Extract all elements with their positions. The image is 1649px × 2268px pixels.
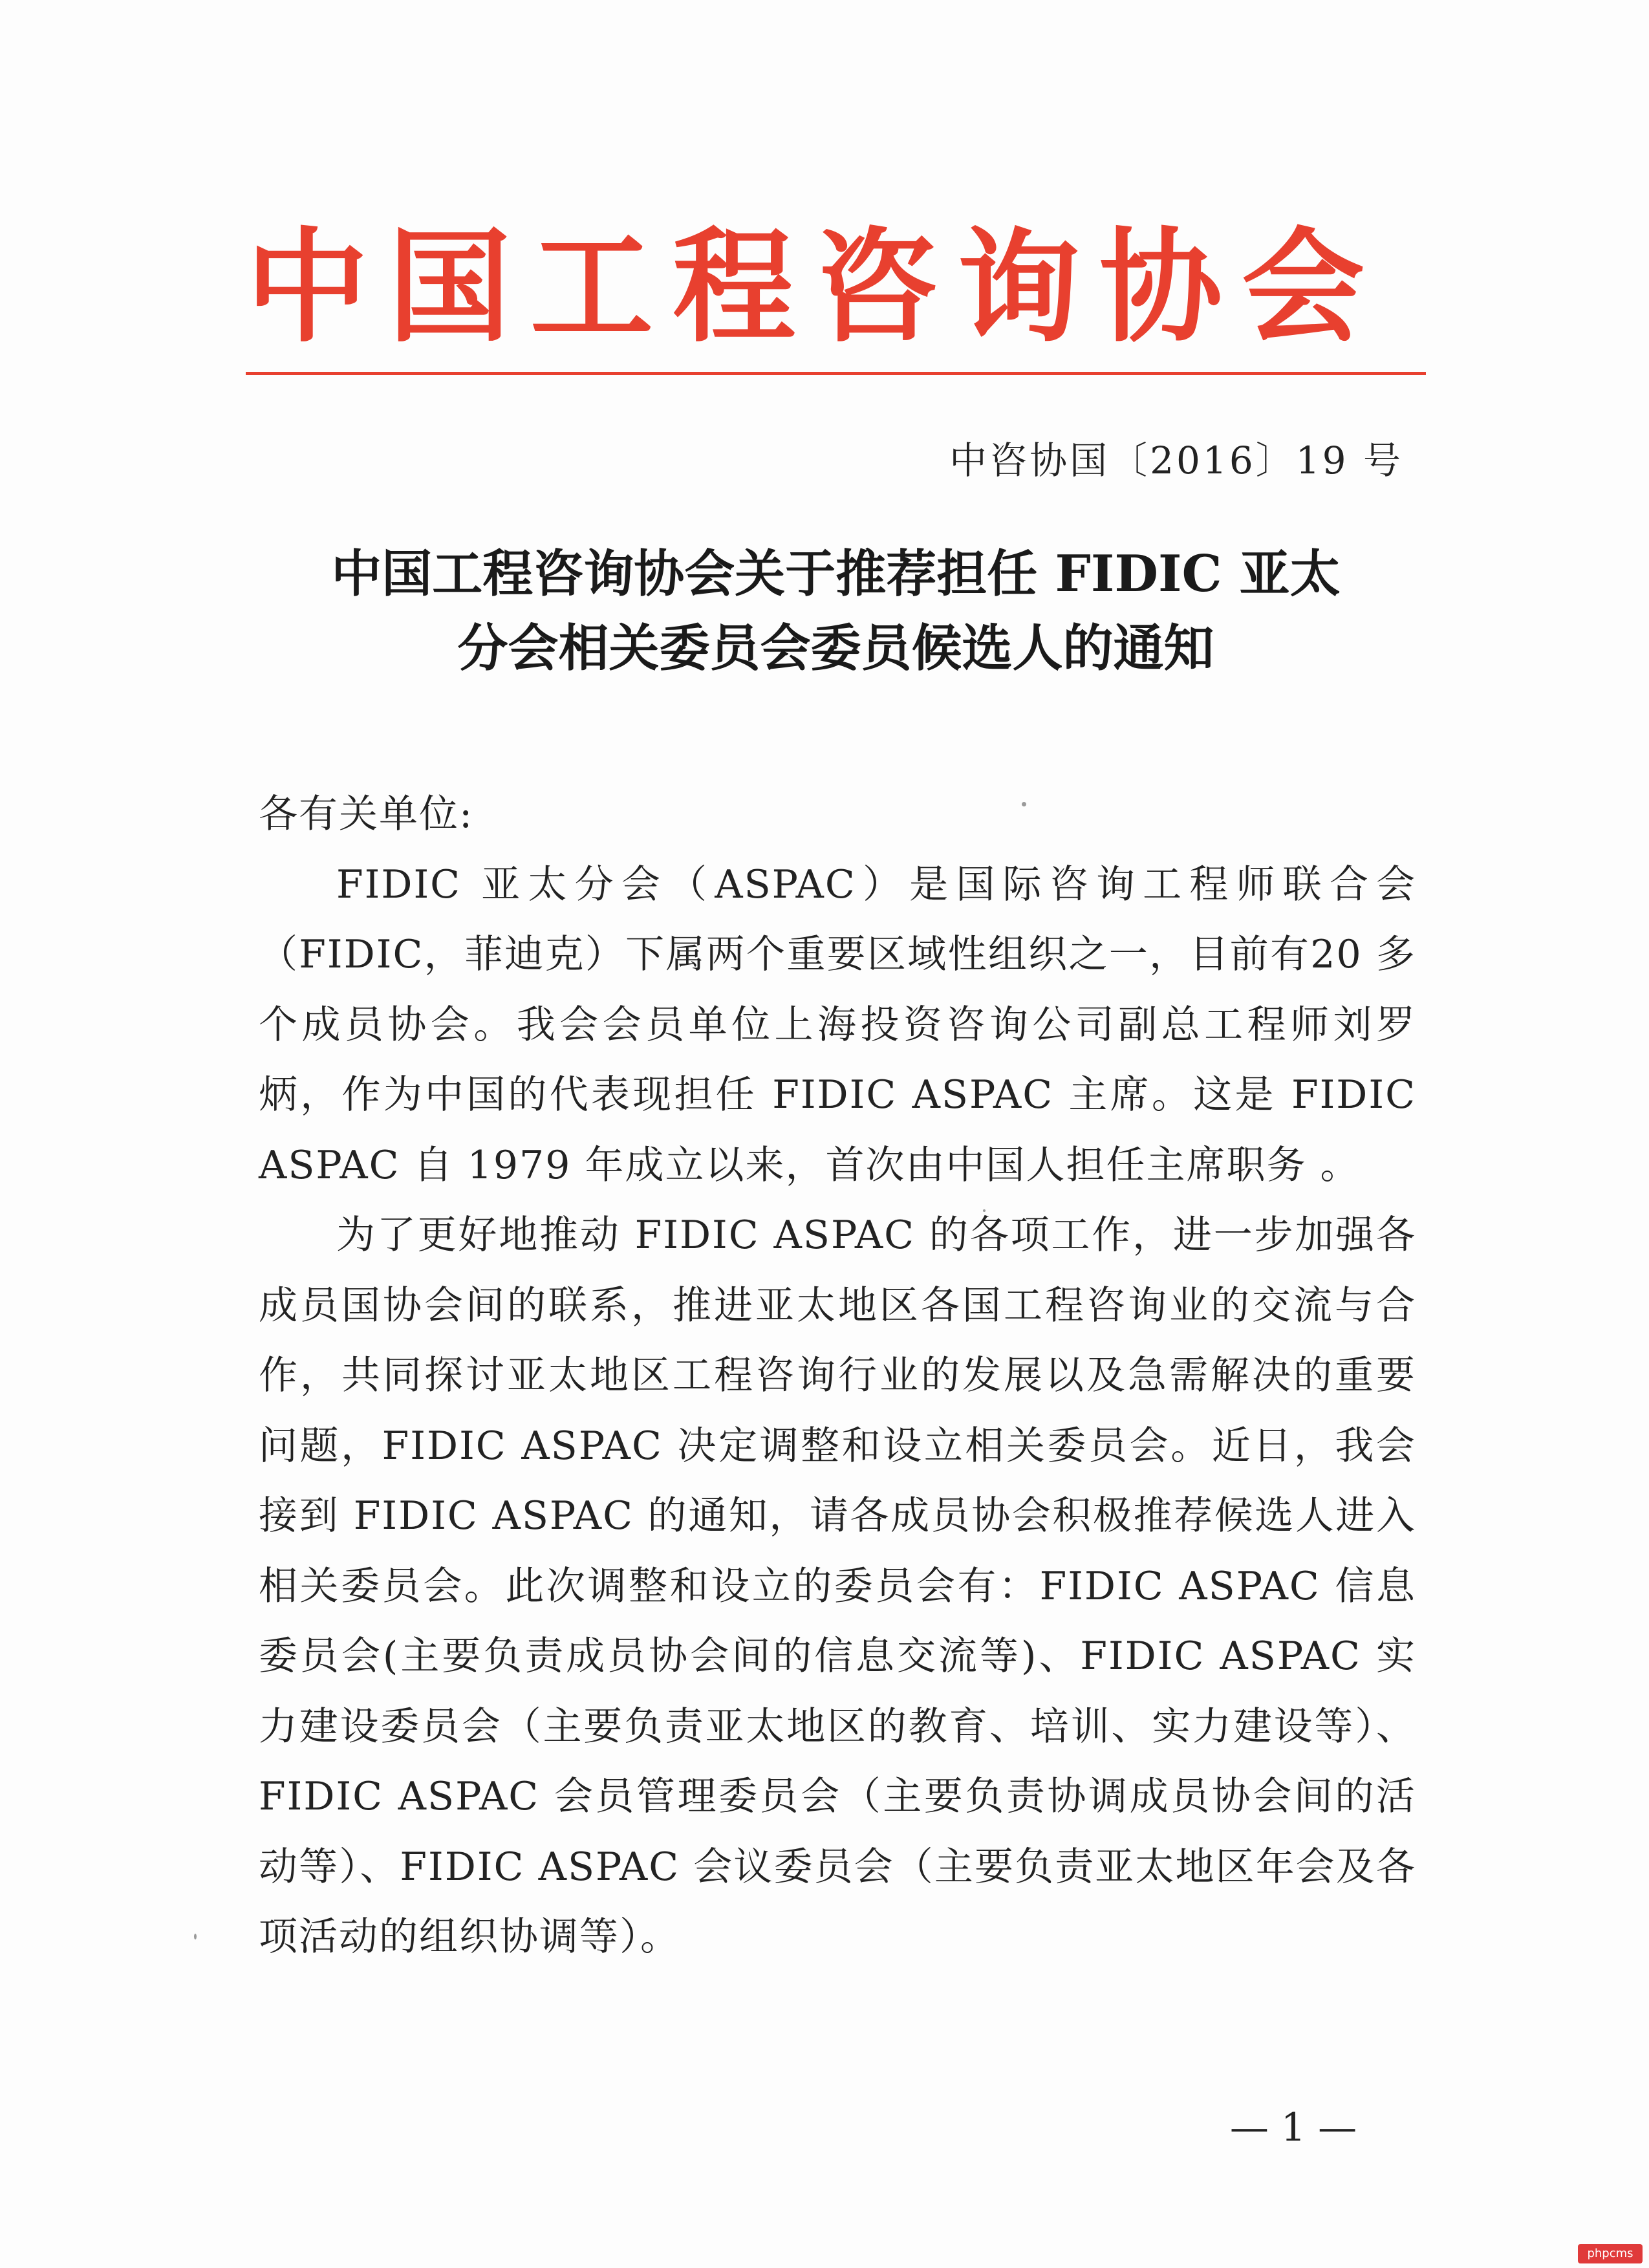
scan-speck — [983, 1209, 986, 1212]
document-number: 中咨协国〔2016〕19 号 — [949, 438, 1403, 482]
watermark-logo: phpcms — [1578, 2244, 1643, 2263]
organization-header: 中国工程咨询协会 — [246, 216, 1385, 359]
page-number: — 1 — — [1229, 2105, 1357, 2150]
body-paragraph-1: FIDIC 亚太分会（ASPAC）是国际咨询工程师联合会（FIDIC，菲迪克）下属两个重要区域性组织之一，目前有20 多个成员协会。我会会员单位上海投资咨询公司副总工程师刘罗炳，作为中国的代表现担任 FIDIC ASPAC 主席。这是 FIDIC ASPAC 自 1979 年成立以来，首次由中国人担任主席职务 。 — [259, 861, 1416, 1188]
document-body — [259, 779, 1416, 1972]
scan-speck — [1022, 802, 1026, 806]
document-title — [246, 537, 1426, 686]
salutation: 各有关单位: — [259, 792, 474, 837]
document-title-line-2: 分会相关委员会委员候选人的通知 — [457, 619, 1214, 678]
scan-speck — [194, 1934, 197, 1939]
header-red-divider — [246, 372, 1426, 375]
document-title-line-1: 中国工程咨询协会关于推荐担任 FIDIC 亚太 — [331, 545, 1341, 603]
body-paragraph-2: 为了更好地推动 FIDIC ASPAC 的各项工作，进一步加强各成员国协会间的联系，推进亚太地区各国工程咨询业的交流与合作，共同探讨亚太地区工程咨询行业的发展以及急需解决的重要问题，FIDIC ASPAC 决定调整和设立相关委员会。近日，我会接到 FIDIC ASPAC 的通知，请各成员协会积极推荐候选人进入相关委员会。此次调整和设立的委员会有：FIDIC ASPAC 信息委员会(主要负责成员协会间的信息交流等)、FIDIC ASPAC 实力建设委员会（主要负责亚太地区的教育、培训、实力建设等）、FIDIC ASPAC 会员管理委员会（主要负责协调成员协会间的活动等）、FIDIC ASPAC 会议委员会（主要负责亚太地区年会及各项活动的组织协调等）。 — [259, 1213, 1416, 1960]
